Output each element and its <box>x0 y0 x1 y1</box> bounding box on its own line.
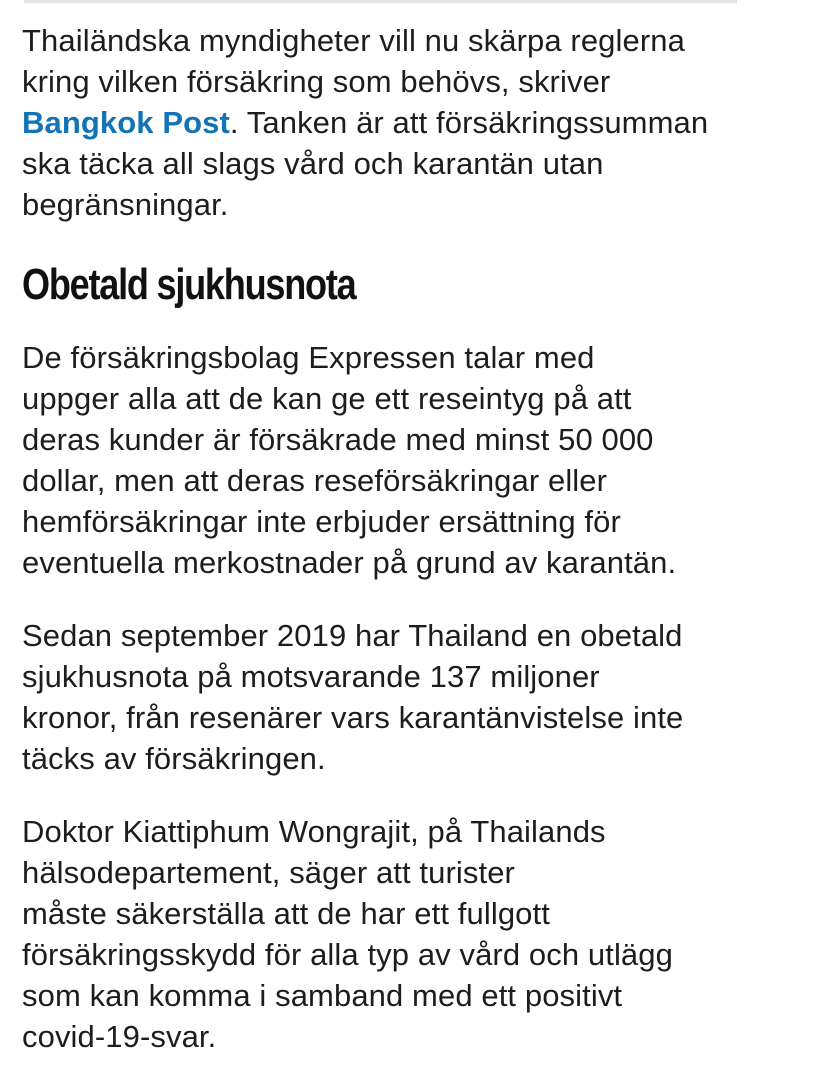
text-line: deras kunder är försäkrade med minst 50 000 <box>22 422 654 457</box>
top-divider <box>24 0 737 3</box>
text-line: måste säkerställa att de har ett fullgott <box>22 896 550 931</box>
section-heading: Obetald sjukhusnota <box>22 260 356 309</box>
text-line: De försäkringsbolag Expressen talar med <box>22 340 595 375</box>
text-line: försäkringsskydd för alla typ av vård och utlägg <box>22 937 673 972</box>
text-line: Thailändska myndigheter vill nu skärpa reglerna <box>22 23 685 58</box>
text-line: täcks av försäkringen. <box>22 741 326 776</box>
text-line: ska täcka all slags vård och karantän utan <box>22 146 604 181</box>
text-line: som kan komma i samband med ett positivt <box>22 978 623 1013</box>
paragraph-intro <box>22 20 812 225</box>
article-body <box>22 20 812 1057</box>
text-line: Sedan september 2019 har Thailand en obetald <box>22 618 683 653</box>
text-line: begränsningar. <box>22 187 229 222</box>
paragraph-insurance <box>22 337 812 583</box>
text-line: kronor, från resenärer vars karantänvistelse inte <box>22 700 684 735</box>
text-line: eventuella merkostnader på grund av karantän. <box>22 545 677 580</box>
paragraph-doctor-quote <box>22 811 812 1057</box>
text-line: hälsodepartement, säger att turister <box>22 855 515 890</box>
text-line: sjukhusnota på motsvarande 137 miljoner <box>22 659 600 694</box>
text-line: Doktor Kiattiphum Wongrajit, på Thailands <box>22 814 606 849</box>
paragraph-hospital-bill <box>22 615 812 779</box>
text-line: kring vilken försäkring som behövs, skriver <box>22 64 611 99</box>
text-line: hemförsäkringar inte erbjuder ersättning för <box>22 504 621 539</box>
text-line: covid-19-svar. <box>22 1019 217 1054</box>
text-line <box>22 102 812 143</box>
text-fragment: . Tanken är att försäkringssumman <box>229 105 709 140</box>
text-line: uppger alla att de kan ge ett reseintyg på att <box>22 381 632 416</box>
text-line: dollar, men att deras reseförsäkringar eller <box>22 463 608 498</box>
bangkok-post-link[interactable]: Bangkok Post <box>22 105 230 140</box>
